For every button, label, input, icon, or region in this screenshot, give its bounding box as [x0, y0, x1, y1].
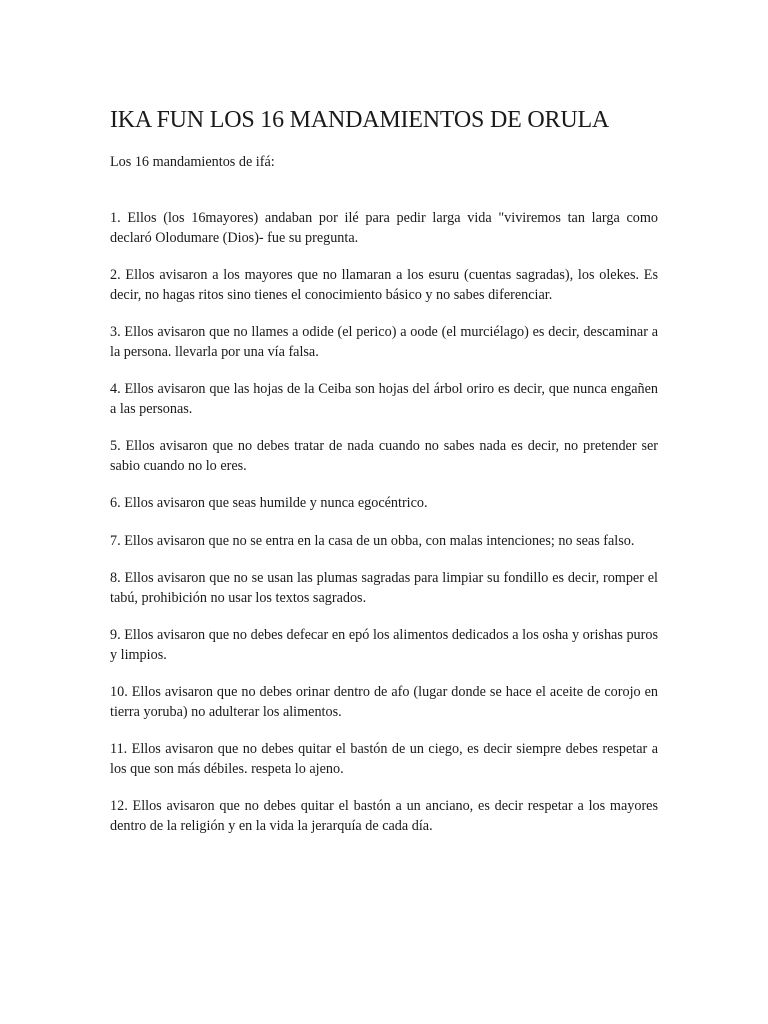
commandment-item: 2. Ellos avisaron a los mayores que no llamaran a los esuru (cuentas sagradas), los olekes. Es decir, no hagas ritos sino tienes el conocimiento básico y no sabes diferenciar.	[110, 267, 658, 303]
document-title: IKA FUN LOS 16 MANDAMIENTOS DE ORULA	[110, 107, 610, 133]
commandment-item: 3. Ellos avisaron que no llames a odide (el perico) a oode (el murciélago) es decir, descaminar a la persona. llevarla por una vía falsa.	[110, 324, 658, 360]
commandment-item: 12. Ellos avisaron que no debes quitar el bastón a un anciano, es decir respetar a los mayores dentro de la religión y en la vida la jerarquía de cada día.	[110, 798, 658, 834]
commandment-item: 8. Ellos avisaron que no se usan las plumas sagradas para limpiar su fondillo es decir, romper el tabú, prohibición no usar los textos sagrados.	[110, 570, 658, 606]
commandment-item: 9. Ellos avisaron que no debes defecar en epó los alimentos dedicados a los osha y orishas puros y limpios.	[110, 627, 658, 663]
commandment-item: 5. Ellos avisaron que no debes tratar de nada cuando no sabes nada es decir, no pretender ser sabio cuando no lo eres.	[110, 438, 658, 474]
intro-line: Los 16 mandamientos de ifá:	[110, 154, 275, 170]
commandment-item: 6. Ellos avisaron que seas humilde y nunca egocéntrico.	[110, 495, 428, 511]
commandment-item: 1. Ellos (los 16mayores) andaban por ilé para pedir larga vida "viviremos tan larga como declaró Olodumare (Dios)- fue su pregunta.	[110, 210, 658, 246]
commandment-item: 4. Ellos avisaron que las hojas de la Ceiba son hojas del árbol oriro es decir, que nunca engañen a las personas.	[110, 381, 658, 417]
commandment-item: 7. Ellos avisaron que no se entra en la casa de un obba, con malas intenciones; no seas falso.	[110, 532, 635, 549]
commandments-list	[110, 209, 658, 854]
commandment-item: 11. Ellos avisaron que no debes quitar el bastón de un ciego, es decir siempre debes respetar a los que son más débiles. respeta lo ajeno.	[110, 741, 658, 777]
commandment-item: 10. Ellos avisaron que no debes orinar dentro de afo (lugar donde se hace el aceite de corojo en tierra yoruba) no adulterar los alimentos.	[110, 684, 658, 720]
